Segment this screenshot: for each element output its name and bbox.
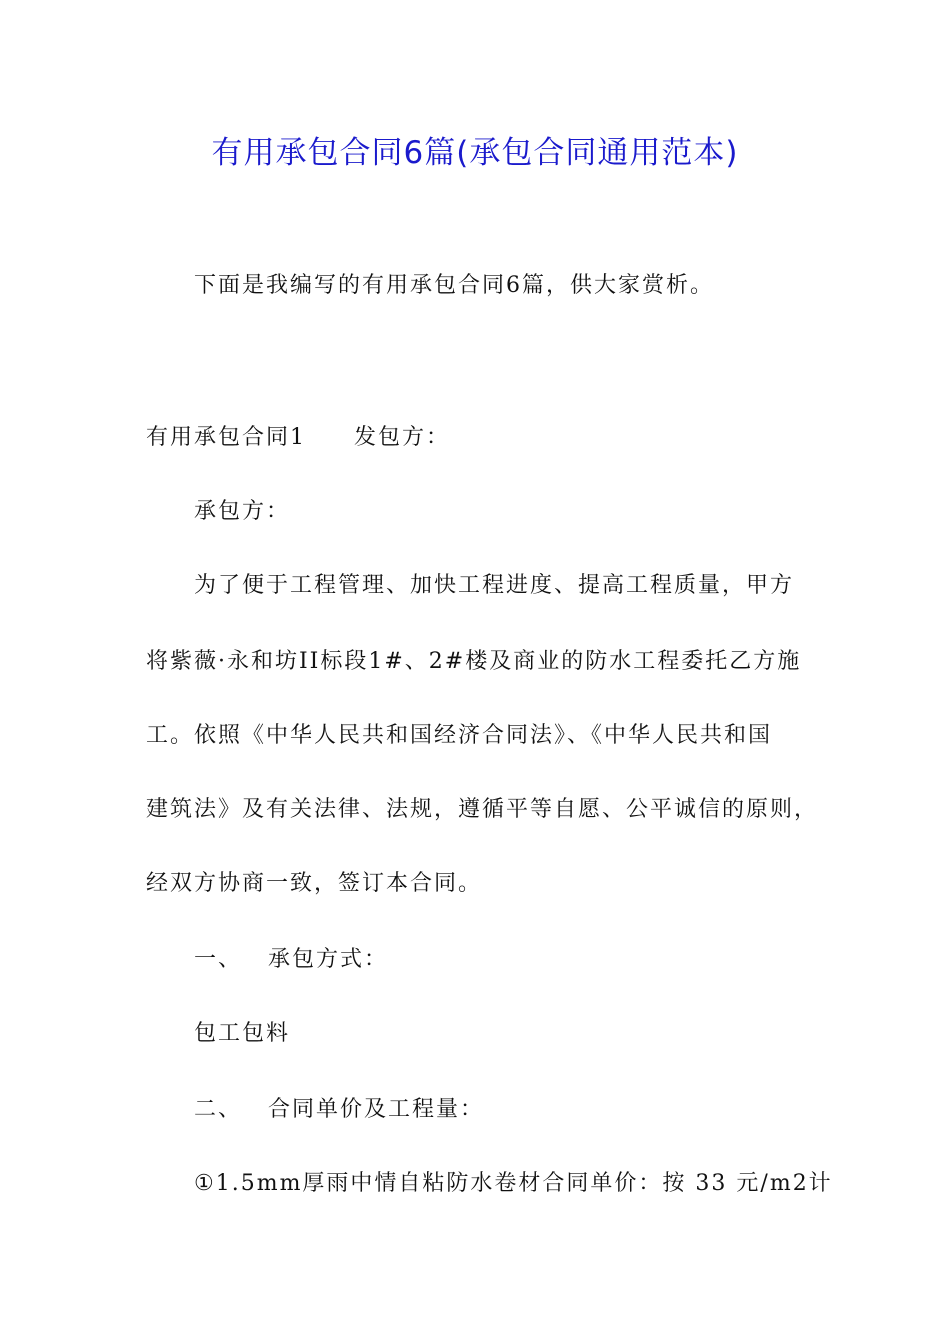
paragraph-line: 工。依照《中华人民共和国经济合同法》、《中华人民共和国: [146, 723, 773, 748]
item-heading-1: [194, 944, 874, 976]
item-number: 一、: [194, 947, 243, 972]
paragraph-line: 建筑法》及有关法律、法规，遵循平等自愿、公平诚信的原则，: [146, 797, 819, 822]
section-heading: 有用承包合同1: [146, 425, 306, 450]
item-number: 二、: [194, 1097, 243, 1122]
paragraph-line: 经双方协商一致，签订本合同。: [146, 871, 483, 896]
item-text: 承包方式：: [268, 947, 389, 972]
item-text: 合同单价及工程量：: [268, 1097, 485, 1122]
paragraph-line: 将紫薇·永和坊II标段1#、2#楼及商业的防水工程委托乙方施: [146, 649, 802, 674]
intro-paragraph: 下面是我编写的有用承包合同6篇，供大家赏析。: [194, 273, 714, 298]
item-detail-2: ①1.5mm厚雨中情自粘防水卷材合同单价：按 33 元/m2计: [194, 1171, 833, 1196]
section-heading-row: [146, 422, 826, 454]
document-title: 有用承包合同6篇(承包合同通用范本): [211, 135, 739, 171]
paragraph-line: 为了便于工程管理、加快工程进度、提高工程质量，甲方: [194, 573, 795, 598]
item-value-1: 包工包料: [194, 1021, 291, 1046]
employer-label: 发包方：: [354, 425, 451, 450]
item-heading-2: [194, 1094, 874, 1126]
contractor-label: 承包方：: [194, 499, 291, 524]
